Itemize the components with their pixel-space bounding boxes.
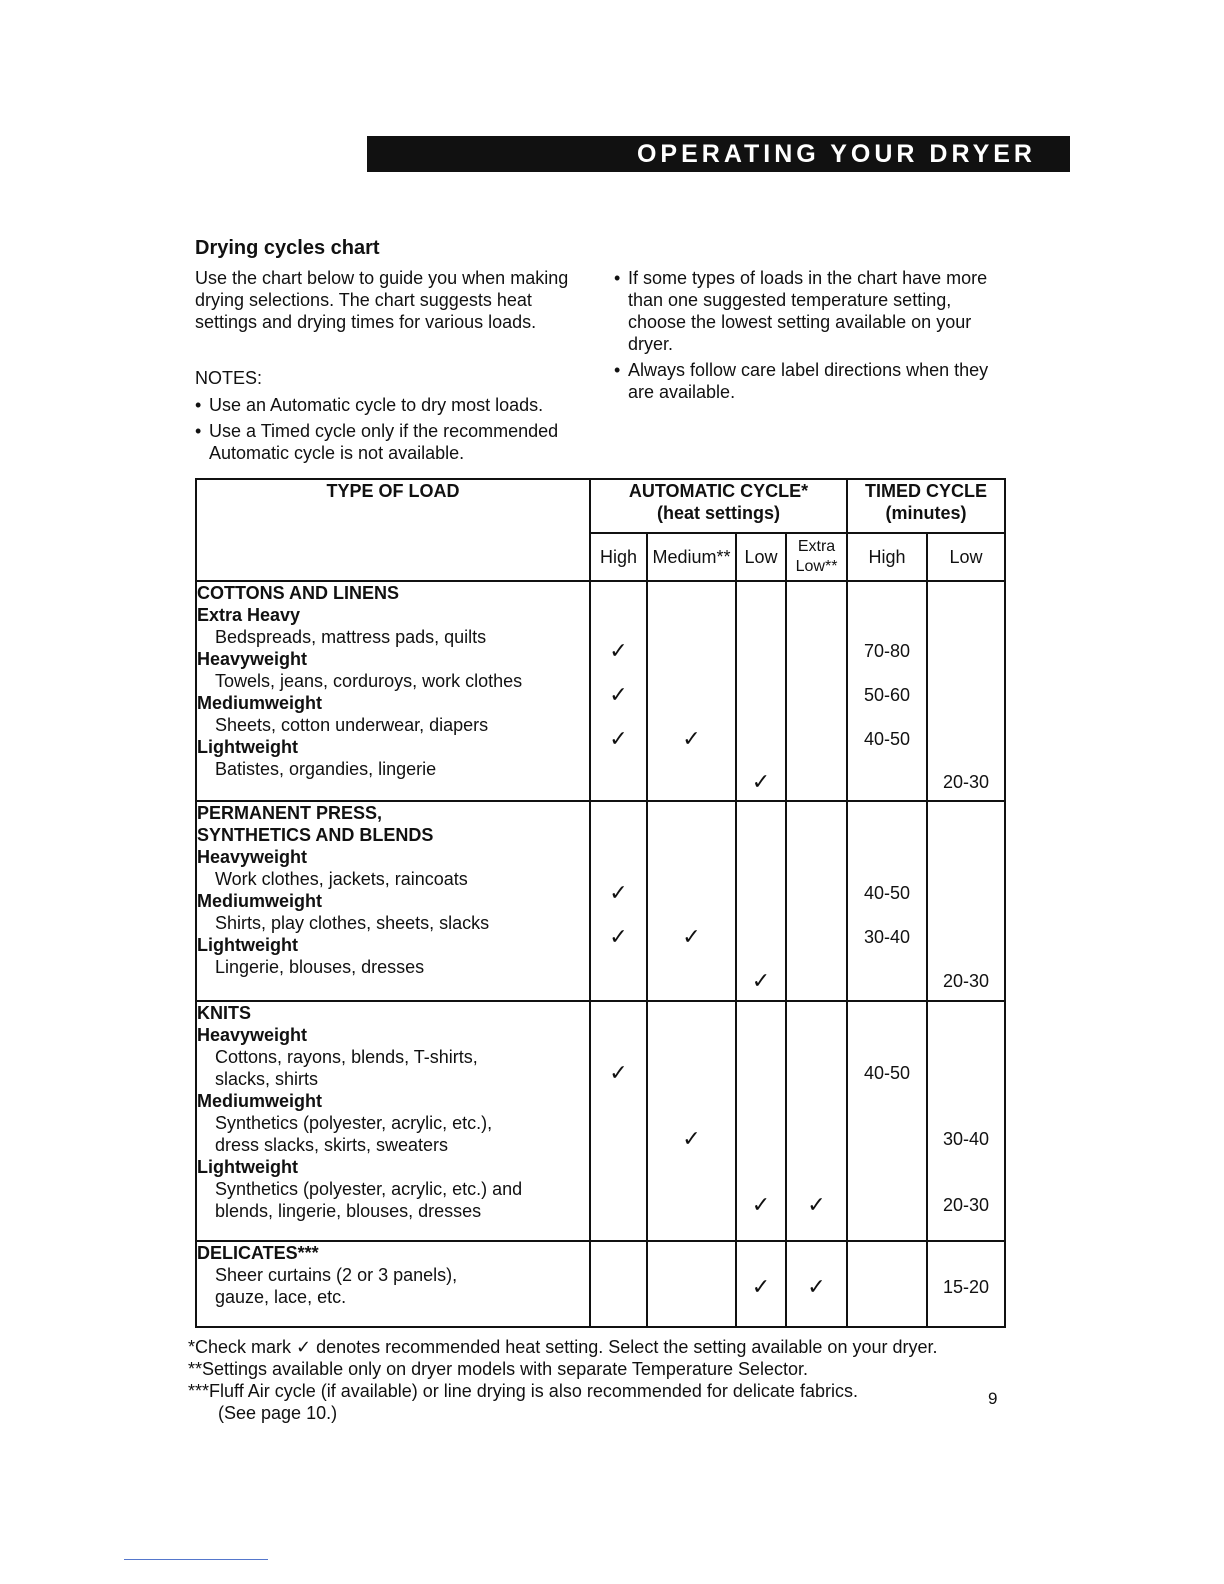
sub-header-high: High bbox=[590, 533, 647, 581]
table-row bbox=[196, 801, 1005, 1001]
check-mark-icon: ✓ bbox=[609, 638, 628, 663]
check-mark-icon: ✓ bbox=[682, 924, 701, 949]
load-cell-permanent-press: PERMANENT PRESS, SYNTHETICS AND BLENDS Heavyweight Work clothes, jackets, raincoats Mediumweight Shirts, play clothes, sheets, slacks Lightweight Lingerie, blouses, dresses bbox=[196, 801, 590, 1001]
drying-cycles-table bbox=[195, 478, 1006, 1328]
check-mark-icon: ✓ bbox=[682, 726, 701, 751]
table-row bbox=[196, 581, 1005, 801]
check-mark-icon: ✓ bbox=[609, 1060, 628, 1085]
check-mark-icon: ✓ bbox=[682, 1126, 701, 1151]
page-number: 9 bbox=[988, 1389, 998, 1408]
divider bbox=[124, 1559, 268, 1560]
note-item: • Use a Timed cycle only if the recommended Automatic cycle is not available. bbox=[195, 420, 595, 464]
check-mark-icon: ✓ bbox=[609, 924, 628, 949]
footnote-2: **Settings available only on dryer models with separate Temperature Selector. bbox=[188, 1359, 809, 1379]
col-timed-high: 70-80 50-60 40-50 bbox=[847, 581, 927, 801]
check-mark-icon: ✓ bbox=[751, 769, 771, 794]
col-medium bbox=[647, 801, 736, 1001]
col-timed-high bbox=[847, 1241, 927, 1327]
col-header-timed: TIMED CYCLE (minutes) bbox=[847, 479, 1005, 533]
col-medium bbox=[647, 581, 736, 801]
check-mark-icon: ✓ bbox=[609, 726, 628, 751]
col-high bbox=[590, 801, 647, 1001]
sub-header-medium: Medium** bbox=[647, 533, 736, 581]
col-medium bbox=[647, 1241, 736, 1327]
notes-list-right bbox=[614, 267, 994, 407]
note-item: • If some types of loads in the chart have more than one suggested temperature setting, choose the lowest setting available on your dryer. bbox=[614, 267, 994, 355]
sub-header-low: Low bbox=[736, 533, 786, 581]
col-high bbox=[590, 1001, 647, 1241]
col-low bbox=[736, 1241, 786, 1327]
col-timed-low: 15-20 bbox=[927, 1241, 1005, 1327]
col-high bbox=[590, 1241, 647, 1327]
table-row bbox=[196, 1241, 1005, 1327]
check-mark-icon: ✓ bbox=[807, 1192, 826, 1217]
col-header-automatic: AUTOMATIC CYCLE* (heat settings) bbox=[590, 479, 847, 533]
footnote-3-continued: (See page 10.) bbox=[218, 1403, 338, 1423]
sub-header-timed-low: Low bbox=[927, 533, 1005, 581]
footnotes bbox=[188, 1336, 1068, 1424]
col-low bbox=[736, 581, 786, 801]
sub-header-extra-low: Extra Low** bbox=[786, 533, 847, 581]
col-timed-high: 40-50 bbox=[847, 1001, 927, 1241]
col-extra-low bbox=[786, 581, 847, 801]
check-mark-icon: ✓ bbox=[751, 1274, 771, 1299]
load-cell-delicates: DELICATES*** Sheer curtains (2 or 3 panels), gauze, lace, etc. bbox=[196, 1241, 590, 1327]
notes-label: NOTES: bbox=[195, 368, 263, 388]
footnote-3: ***Fluff Air cycle (if available) or line drying is also recommended for delicate fabrics. bbox=[188, 1381, 858, 1401]
check-mark-icon: ✓ bbox=[609, 682, 628, 707]
section-banner: OPERATING YOUR DRYER bbox=[367, 136, 1070, 172]
check-mark-icon: ✓ bbox=[751, 968, 771, 993]
table-row bbox=[196, 1001, 1005, 1241]
col-header-type: TYPE OF LOAD bbox=[196, 479, 590, 581]
footnote-1: *Check mark ✓ denotes recommended heat setting. Select the setting available on your dryer. bbox=[188, 1337, 938, 1357]
col-medium bbox=[647, 1001, 736, 1241]
col-extra-low bbox=[786, 1001, 847, 1241]
intro-paragraph: Use the chart below to guide you when making drying selections. The chart suggests heat settings and drying times for various loads. bbox=[195, 268, 569, 332]
col-extra-low bbox=[786, 801, 847, 1001]
sub-header-timed-high: High bbox=[847, 533, 927, 581]
col-timed-low: 20-30 bbox=[927, 581, 1005, 801]
col-extra-low bbox=[786, 1241, 847, 1327]
check-mark-icon: ✓ bbox=[609, 880, 628, 905]
page-title: Drying cycles chart bbox=[195, 237, 380, 259]
col-low bbox=[736, 801, 786, 1001]
col-timed-low: 30-40 20-30 bbox=[927, 1001, 1005, 1241]
col-timed-low: 20-30 bbox=[927, 801, 1005, 1001]
load-cell-cottons: COTTONS AND LINENS Extra Heavy Bedspreads, mattress pads, quilts Heavyweight Towels, jeans, corduroys, work clothes Mediumweight Sheets, cotton underwear, diapers Lightweight Batistes, organdies, lingerie bbox=[196, 581, 590, 801]
check-mark-icon: ✓ bbox=[807, 1274, 826, 1299]
load-cell-knits: KNITS Heavyweight Cottons, rayons, blends, T-shirts, slacks, shirts Mediumweight Synthetics (polyester, acrylic, etc.), dress slacks, skirts, sweaters Lightweight Synthetics (polyester, acrylic, etc.) and blends, lingerie, blouses, dresses bbox=[196, 1001, 590, 1241]
col-low bbox=[736, 1001, 786, 1241]
note-item: • Always follow care label directions when they are available. bbox=[614, 359, 994, 403]
note-item: • Use an Automatic cycle to dry most loads. bbox=[195, 394, 595, 416]
col-timed-high: 40-50 30-40 bbox=[847, 801, 927, 1001]
col-high bbox=[590, 581, 647, 801]
notes-list-left bbox=[195, 394, 595, 468]
check-mark-icon: ✓ bbox=[751, 1192, 771, 1217]
